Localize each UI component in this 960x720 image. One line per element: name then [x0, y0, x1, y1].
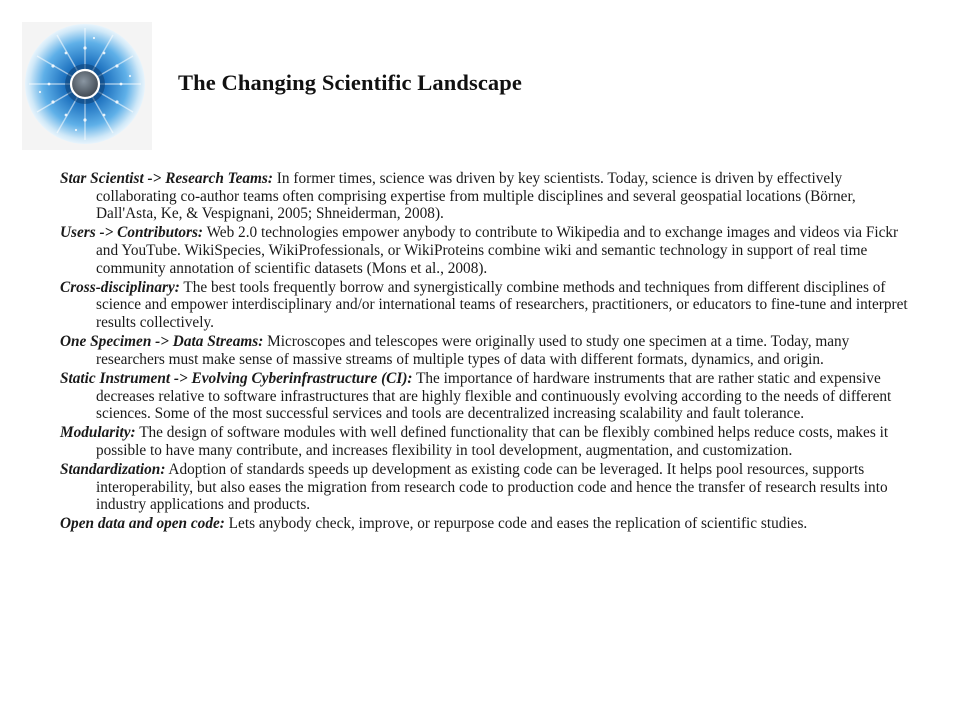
item-text: Adoption of standards speeds up development as existing code can be leveraged. It helps pool resources, supports interoperability, but also eases the migration from research code to production code and hence the transfer of research results into industry applications and products.	[96, 461, 888, 514]
item-term: Static Instrument -> Evolving Cyberinfrastructure (CI):	[60, 369, 413, 387]
list-item	[60, 170, 910, 223]
list-item	[60, 279, 910, 332]
item-term: Star Scientist -> Research Teams:	[60, 170, 273, 187]
item-text: The importance of hardware instruments that are rather static and expensive decreases relative to software infrastructures that are highly flexible and continuously evolving according to the needs of different sciences. Some of the most successful services and tools are decentralized increasing scalability and fault tolerance.	[96, 369, 892, 423]
list-item	[60, 224, 910, 277]
page-title: The Changing Scientific Landscape	[178, 70, 522, 95]
item-term: Open data and open code:	[60, 515, 225, 533]
list-item	[60, 370, 910, 423]
item-term: Users -> Contributors:	[60, 224, 204, 242]
bullet-list	[60, 170, 910, 535]
item-term: Standardization:	[60, 461, 166, 479]
list-item	[60, 515, 910, 533]
item-text: Web 2.0 technologies empower anybody to contribute to Wikipedia and to exchange images and videos via Fickr and YouTube. WikiSpecies, WikiProfessionals, or WikiProteins combine wiki and semantic technology in support of real time community annotation of scientific datasets (Mons et al., 2008).	[96, 224, 899, 277]
item-text: Lets anybody check, improve, or repurpose code and eases the replication of scientific studies.	[224, 515, 808, 533]
list-item	[60, 461, 910, 514]
item-term: Cross-disciplinary:	[60, 278, 180, 296]
eye-iris-icon	[22, 22, 152, 150]
item-text: The design of software modules with well defined functionality that can be flexibly combined helps reduce costs, makes it possible to have many contribute, and increases flexibility in tool development, augmentation, and customization.	[96, 424, 889, 459]
item-text: In former times, science was driven by key scientists. Today, science is driven by effectively collaborating co-author teams often comprising expertise from multiple disciplines and several geospatial locations (Börner, Dall'Asta, Ke, & Vespignani, 2005; Shneiderman, 2008).	[96, 170, 856, 223]
item-term: Modularity:	[60, 424, 136, 442]
list-item	[60, 424, 910, 459]
item-text: The best tools frequently borrow and synergistically combine methods and techniques from different disciplines of science and empower interdisciplinary and/or international teams of researchers, practitioners, or educators to fine-tune and interpret results collectively.	[96, 278, 908, 331]
item-text: Microscopes and telescopes were originally used to study one specimen at a time. Today, many researchers must make sense of massive streams of multiple types of data with different formats, dynamics, and origin.	[96, 333, 850, 368]
eye-iris-logo	[22, 22, 152, 150]
list-item	[60, 333, 910, 368]
item-term: One Specimen -> Data Streams:	[60, 333, 264, 351]
